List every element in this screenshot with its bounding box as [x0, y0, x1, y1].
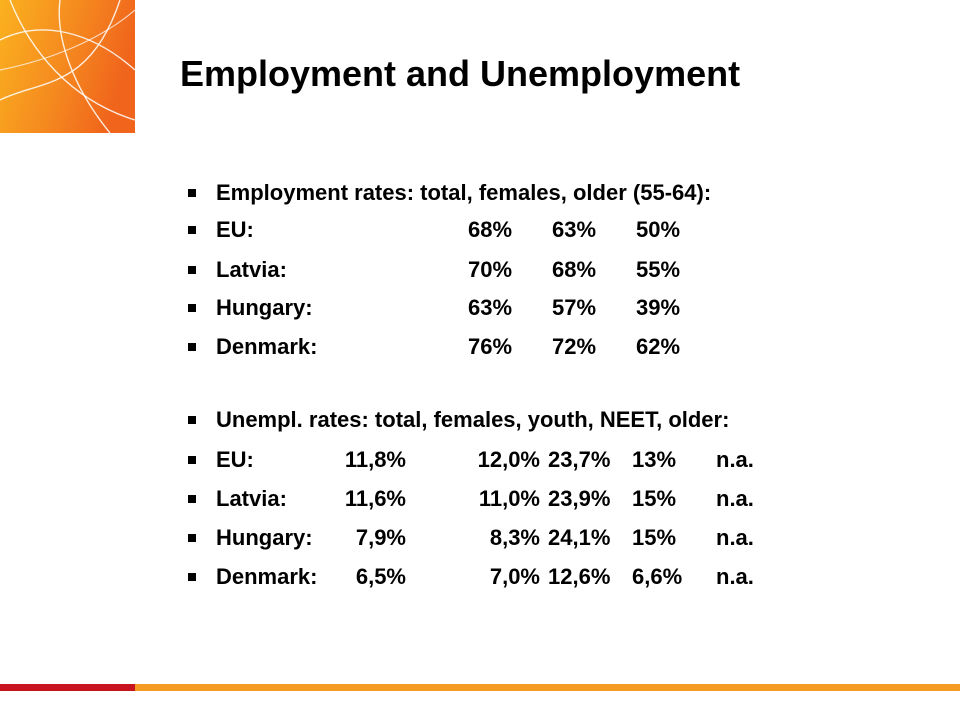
- country-label: Latvia:: [216, 257, 287, 282]
- footer-bar-orange-segment: [135, 684, 960, 691]
- unemployment-females: 8,3%: [489, 525, 540, 550]
- country-label: EU:: [216, 447, 254, 472]
- employment-females: 72%: [552, 334, 597, 359]
- country-label: Denmark:: [216, 564, 318, 589]
- employment-females: 68%: [552, 257, 597, 282]
- unemployment-neet: 15%: [632, 525, 677, 550]
- slide-title: Employment and Unemployment: [180, 53, 741, 94]
- country-label: Hungary:: [216, 295, 313, 320]
- unemployment-total: 7,9%: [355, 525, 406, 550]
- unemployment-older: n.a.: [716, 525, 754, 550]
- employment-heading-item: [188, 178, 928, 208]
- employment-total: 70%: [468, 257, 513, 282]
- unemployment-youth: 12,6%: [548, 564, 611, 589]
- employment-total: 76%: [468, 334, 513, 359]
- employment-row: [188, 293, 928, 323]
- employment-row: [188, 332, 928, 362]
- unemployment-older: n.a.: [716, 447, 754, 472]
- unemployment-row: [188, 445, 928, 475]
- employment-older: 39%: [636, 295, 681, 320]
- employment-older: 62%: [636, 334, 681, 359]
- bullet-square-icon: [188, 266, 196, 274]
- bullet-square-icon: [188, 189, 196, 197]
- unemployment-row: [188, 484, 928, 514]
- bullet-square-icon: [188, 343, 196, 351]
- unemployment-females: 11,0%: [478, 486, 540, 511]
- unemployment-neet: 13%: [632, 447, 677, 472]
- employment-heading: Employment rates: total, females, older (55-64):: [216, 180, 712, 205]
- country-label: Hungary:: [216, 525, 313, 550]
- unemployment-total: 11,8%: [344, 447, 406, 472]
- employment-older: 55%: [636, 257, 681, 282]
- unemployment-heading-item: [188, 405, 928, 435]
- unemployment-youth: 23,9%: [548, 486, 611, 511]
- unemployment-females: 12,0%: [477, 447, 540, 472]
- unemployment-neet: 15%: [632, 486, 677, 511]
- employment-row: [188, 215, 928, 245]
- employment-total: 68%: [468, 217, 513, 242]
- unemployment-total: 11,6%: [344, 486, 406, 511]
- bullet-square-icon: [188, 304, 196, 312]
- employment-row: [188, 255, 928, 285]
- unemployment-older: n.a.: [716, 486, 754, 511]
- bullet-square-icon: [188, 495, 196, 503]
- bullet-square-icon: [188, 573, 196, 581]
- country-label: EU:: [216, 217, 254, 242]
- unemployment-youth: 23,7%: [548, 447, 611, 472]
- country-label: Latvia:: [216, 486, 287, 511]
- unemployment-row: [188, 562, 928, 592]
- employment-older: 50%: [636, 217, 681, 242]
- corner-logo-graphic: [0, 0, 135, 133]
- unemployment-youth: 24,1%: [548, 525, 611, 550]
- bullet-list: [188, 0, 928, 720]
- country-label: Denmark:: [216, 334, 318, 359]
- unemployment-total: 6,5%: [355, 564, 406, 589]
- footer-bar: [0, 684, 960, 691]
- unemployment-older: n.a.: [716, 564, 754, 589]
- unemployment-neet: 6,6%: [632, 564, 683, 589]
- bullet-square-icon: [188, 416, 196, 424]
- bullet-square-icon: [188, 534, 196, 542]
- employment-females: 63%: [552, 217, 597, 242]
- employment-females: 57%: [552, 295, 597, 320]
- bullet-square-icon: [188, 456, 196, 464]
- employment-total: 63%: [468, 295, 513, 320]
- unemployment-heading: Unempl. rates: total, females, youth, NEET, older:: [216, 407, 730, 432]
- footer-bar-red-segment: [0, 684, 135, 691]
- unemployment-row: [188, 523, 928, 553]
- unemployment-females: 7,0%: [489, 564, 540, 589]
- bullet-square-icon: [188, 226, 196, 234]
